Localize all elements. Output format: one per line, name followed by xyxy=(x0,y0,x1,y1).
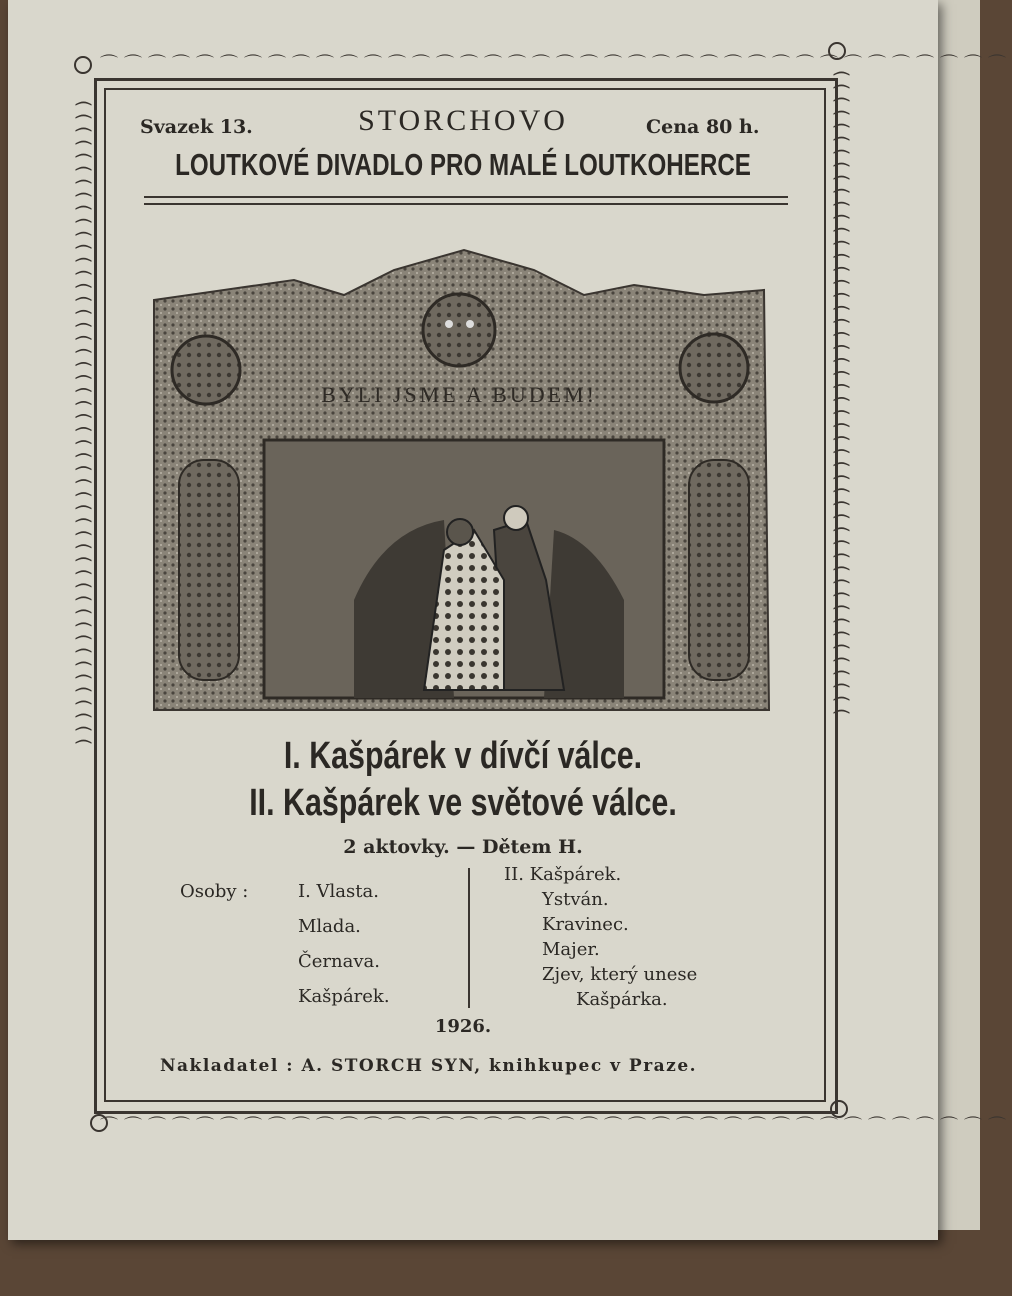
cast-item: Kašpárka. xyxy=(576,989,668,1010)
face-medallion-right xyxy=(680,334,748,402)
cast-list-right xyxy=(504,862,697,1012)
cast-item: Mlada. xyxy=(298,916,361,937)
face-medallion-left xyxy=(172,336,240,404)
play-title-1: I. Kašpárek v dívčí válce. xyxy=(283,735,643,777)
play-title-2: II. Kašpárek ve světové válce. xyxy=(249,782,677,824)
cast-item: Kravinec. xyxy=(542,914,629,935)
cast-item: I. Vlasta. xyxy=(298,881,379,902)
cast-list-left xyxy=(180,874,390,1014)
cast-item: Kašpárek. xyxy=(298,986,390,1007)
ornamental-border-bottom: ⌒⌒⌒⌒⌒⌒⌒⌒⌒⌒⌒⌒⌒⌒⌒⌒⌒⌒⌒⌒⌒⌒⌒⌒⌒⌒⌒⌒⌒⌒⌒⌒⌒⌒⌒⌒⌒⌒ xyxy=(100,1116,1012,1137)
series-subtitle: LOUTKOVÉ DIVADLO PRO MALÉ LOUTKOHERCE xyxy=(175,147,751,182)
cast-divider xyxy=(468,868,470,1008)
price: Cena 80 h. xyxy=(646,116,760,138)
publisher-line: Nakladatel : A. STORCH SYN, knihkupec v Praze. xyxy=(160,1056,698,1076)
puppet-theatre-illustration xyxy=(154,250,774,710)
ornamental-border-top: ⌒⌒⌒⌒⌒⌒⌒⌒⌒⌒⌒⌒⌒⌒⌒⌒⌒⌒⌒⌒⌒⌒⌒⌒⌒⌒⌒⌒⌒⌒⌒⌒⌒⌒⌒⌒⌒⌒ xyxy=(100,54,1012,75)
corner-ornament-bottom-left xyxy=(90,1114,108,1132)
cast-item: Černava. xyxy=(298,951,380,972)
cast-item: Majer. xyxy=(542,939,600,960)
header-divider xyxy=(144,196,788,205)
ornamental-border-left: (((((((((((((((((((((((((((((((((((((((((((((((((( xyxy=(73,100,94,752)
ornamental-border-right: (((((((((((((((((((((((((((((((((((((((((((((((((( xyxy=(831,70,852,722)
series-title: STORCHOVO xyxy=(358,104,568,137)
corner-ornament-top-left xyxy=(74,56,92,74)
column-right xyxy=(689,460,749,680)
cast-item: Ystván. xyxy=(542,889,609,910)
cast-item: II. Kašpárek. xyxy=(504,864,622,885)
volume-number: Svazek 13. xyxy=(140,116,253,138)
cast-label: Osoby : xyxy=(180,881,249,902)
stage-banner: BYLI JSME A BUDEM! xyxy=(321,382,597,407)
cast-item: Zjev, který unese xyxy=(542,964,698,985)
corner-ornament-top-right xyxy=(828,42,846,60)
play-info: 2 aktovky. — Dětem H. xyxy=(343,836,583,858)
cover-page xyxy=(8,0,1012,1240)
face-medallion-center xyxy=(423,294,495,366)
publication-year: 1926. xyxy=(434,1016,492,1037)
column-left xyxy=(179,460,239,680)
